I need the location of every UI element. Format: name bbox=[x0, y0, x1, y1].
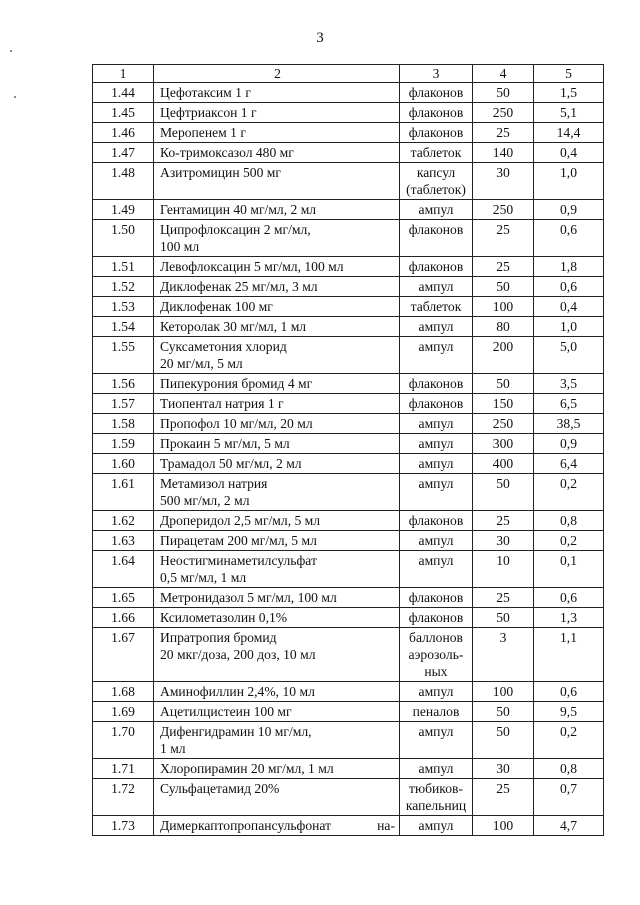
item-number-cell: 1.54 bbox=[93, 317, 154, 337]
unit-cell bbox=[400, 682, 473, 702]
table-row bbox=[93, 588, 604, 608]
drug-name-part: Димеркаптопропансульфонат bbox=[160, 818, 332, 833]
unit-line: ампул bbox=[418, 818, 454, 833]
drug-name-line: Азитромицин 500 мг bbox=[160, 165, 281, 180]
unit-cell bbox=[400, 163, 473, 200]
drug-name-cell bbox=[154, 83, 400, 103]
table-row bbox=[93, 722, 604, 759]
unit-cell bbox=[400, 83, 473, 103]
quantity-cell: 100 bbox=[473, 682, 534, 702]
unit-cell bbox=[400, 722, 473, 759]
unit-cell bbox=[400, 474, 473, 511]
item-number-cell: 1.64 bbox=[93, 551, 154, 588]
unit-line: ампул bbox=[418, 724, 454, 739]
quantity-cell: 50 bbox=[473, 374, 534, 394]
item-number-cell: 1.48 bbox=[93, 163, 154, 200]
unit-cell bbox=[400, 337, 473, 374]
unit-cell bbox=[400, 628, 473, 682]
price-cell: 9,5 bbox=[534, 702, 604, 722]
unit-line: таблеток bbox=[410, 299, 462, 314]
item-number-cell: 1.61 bbox=[93, 474, 154, 511]
unit-line: ампул bbox=[418, 476, 454, 491]
table-row bbox=[93, 474, 604, 511]
unit-cell bbox=[400, 531, 473, 551]
item-number-cell: 1.59 bbox=[93, 434, 154, 454]
table-row bbox=[93, 297, 604, 317]
price-cell: 1,0 bbox=[534, 163, 604, 200]
price-cell: 5,1 bbox=[534, 103, 604, 123]
quantity-cell: 300 bbox=[473, 434, 534, 454]
price-cell: 38,5 bbox=[534, 414, 604, 434]
item-number-cell: 1.71 bbox=[93, 759, 154, 779]
table-row bbox=[93, 682, 604, 702]
price-cell: 0,1 bbox=[534, 551, 604, 588]
item-number-cell: 1.62 bbox=[93, 511, 154, 531]
unit-cell bbox=[400, 394, 473, 414]
price-cell: 0,6 bbox=[534, 277, 604, 297]
unit-line: тюбиков- bbox=[409, 781, 463, 796]
unit-line: ампул bbox=[418, 553, 454, 568]
unit-line: флаконов bbox=[408, 105, 464, 120]
item-number-cell: 1.46 bbox=[93, 123, 154, 143]
drug-name-line: Аминофиллин 2,4%, 10 мл bbox=[160, 684, 315, 699]
price-cell: 0,4 bbox=[534, 297, 604, 317]
quantity-cell: 250 bbox=[473, 200, 534, 220]
item-number-cell: 1.58 bbox=[93, 414, 154, 434]
quantity-cell: 30 bbox=[473, 163, 534, 200]
item-number-cell: 1.47 bbox=[93, 143, 154, 163]
item-number-cell: 1.66 bbox=[93, 608, 154, 628]
unit-cell bbox=[400, 588, 473, 608]
table-row bbox=[93, 434, 604, 454]
item-number-cell: 1.57 bbox=[93, 394, 154, 414]
table-row bbox=[93, 123, 604, 143]
drug-name-cell bbox=[154, 474, 400, 511]
drug-name-cell bbox=[154, 220, 400, 257]
drug-name-cell bbox=[154, 143, 400, 163]
drug-name-part: на- bbox=[377, 818, 395, 833]
unit-line: флаконов bbox=[408, 222, 464, 237]
item-number-cell: 1.55 bbox=[93, 337, 154, 374]
unit-cell bbox=[400, 414, 473, 434]
item-number-cell: 1.60 bbox=[93, 454, 154, 474]
header-row bbox=[93, 65, 604, 83]
unit-cell bbox=[400, 551, 473, 588]
unit-line: ампул bbox=[418, 416, 454, 431]
drug-name-cell bbox=[154, 317, 400, 337]
drug-name-line: 20 мкг/доза, 200 доз, 10 мл bbox=[160, 647, 316, 662]
drug-name-line: Пирацетам 200 мг/мл, 5 мл bbox=[160, 533, 317, 548]
drug-name-line: Ко-тримоксазол 480 мг bbox=[160, 145, 294, 160]
unit-line: ампул bbox=[418, 279, 454, 294]
unit-line: ампул bbox=[418, 436, 454, 451]
price-cell: 0,2 bbox=[534, 474, 604, 511]
drug-name-line: Диклофенак 100 мг bbox=[160, 299, 273, 314]
quantity-cell: 400 bbox=[473, 454, 534, 474]
drug-name-line: 0,5 мг/мл, 1 мл bbox=[160, 570, 247, 585]
drug-name-line: 100 мл bbox=[160, 239, 200, 254]
drug-name-cell bbox=[154, 779, 400, 816]
quantity-cell: 25 bbox=[473, 511, 534, 531]
unit-line: флаконов bbox=[408, 259, 464, 274]
column-header-2: 2 bbox=[154, 65, 400, 83]
drug-name-line: Тиопентал натрия 1 г bbox=[160, 396, 284, 411]
price-cell: 1,5 bbox=[534, 83, 604, 103]
item-number-cell: 1.63 bbox=[93, 531, 154, 551]
drug-name-line: Хлоропирамин 20 мг/мл, 1 мл bbox=[160, 761, 334, 776]
quantity-cell: 200 bbox=[473, 337, 534, 374]
scan-speck bbox=[14, 96, 16, 98]
unit-line: ампул bbox=[418, 456, 454, 471]
drug-name-cell bbox=[154, 200, 400, 220]
price-cell: 6,4 bbox=[534, 454, 604, 474]
table-row bbox=[93, 779, 604, 816]
unit-line: флаконов bbox=[408, 513, 464, 528]
item-number-cell: 1.44 bbox=[93, 83, 154, 103]
unit-line: флаконов bbox=[408, 376, 464, 391]
unit-line: ампул bbox=[418, 319, 454, 334]
quantity-cell: 30 bbox=[473, 759, 534, 779]
quantity-cell: 150 bbox=[473, 394, 534, 414]
drug-table bbox=[92, 64, 604, 836]
item-number-cell: 1.52 bbox=[93, 277, 154, 297]
table-row bbox=[93, 628, 604, 682]
column-header-1: 1 bbox=[93, 65, 154, 83]
price-cell: 0,8 bbox=[534, 759, 604, 779]
drug-name-cell bbox=[154, 337, 400, 374]
unit-line: аэрозоль- bbox=[408, 647, 464, 662]
item-number-cell: 1.67 bbox=[93, 628, 154, 682]
unit-cell bbox=[400, 103, 473, 123]
table-row bbox=[93, 414, 604, 434]
quantity-cell: 50 bbox=[473, 608, 534, 628]
column-header-5: 5 bbox=[534, 65, 604, 83]
unit-line: баллонов bbox=[409, 630, 463, 645]
item-number-cell: 1.56 bbox=[93, 374, 154, 394]
table-row bbox=[93, 759, 604, 779]
drug-name-line: Гентамицин 40 мг/мл, 2 мл bbox=[160, 202, 317, 217]
unit-line: пеналов bbox=[412, 704, 460, 719]
quantity-cell: 50 bbox=[473, 474, 534, 511]
table-row bbox=[93, 374, 604, 394]
unit-line: флаконов bbox=[408, 590, 464, 605]
table-row bbox=[93, 277, 604, 297]
table-row bbox=[93, 83, 604, 103]
unit-cell bbox=[400, 759, 473, 779]
item-number-cell: 1.50 bbox=[93, 220, 154, 257]
unit-line: флаконов bbox=[408, 85, 464, 100]
drug-name-line: Пипекурония бромид 4 мг bbox=[160, 376, 313, 391]
price-cell: 0,4 bbox=[534, 143, 604, 163]
unit-cell bbox=[400, 434, 473, 454]
drug-name-cell bbox=[154, 414, 400, 434]
table-row bbox=[93, 511, 604, 531]
item-number-cell: 1.73 bbox=[93, 816, 154, 836]
item-number-cell: 1.68 bbox=[93, 682, 154, 702]
unit-cell bbox=[400, 297, 473, 317]
drug-name-line: Ацетилцистеин 100 мг bbox=[160, 704, 292, 719]
column-header-3: 3 bbox=[400, 65, 473, 83]
unit-line: капельниц bbox=[405, 798, 467, 813]
drug-name-line: 20 мг/мл, 5 мл bbox=[160, 356, 243, 371]
item-number-cell: 1.53 bbox=[93, 297, 154, 317]
table-row bbox=[93, 816, 604, 836]
drug-name-line bbox=[160, 817, 395, 834]
drug-name-line: Ксилометазолин 0,1% bbox=[160, 610, 288, 625]
table-row bbox=[93, 454, 604, 474]
quantity-cell: 30 bbox=[473, 531, 534, 551]
price-cell: 0,6 bbox=[534, 588, 604, 608]
quantity-cell: 25 bbox=[473, 123, 534, 143]
unit-cell bbox=[400, 454, 473, 474]
price-cell: 5,0 bbox=[534, 337, 604, 374]
table-row bbox=[93, 337, 604, 374]
drug-name-cell bbox=[154, 394, 400, 414]
drug-name-line: Суксаметония хлорид bbox=[160, 339, 287, 354]
drug-name-line: Сульфацетамид 20% bbox=[160, 781, 280, 796]
unit-line: флаконов bbox=[408, 396, 464, 411]
table-row bbox=[93, 103, 604, 123]
quantity-cell: 100 bbox=[473, 297, 534, 317]
price-cell: 0,2 bbox=[534, 722, 604, 759]
drug-name-line: Дроперидол 2,5 мг/мл, 5 мл bbox=[160, 513, 321, 528]
unit-cell bbox=[400, 277, 473, 297]
quantity-cell: 80 bbox=[473, 317, 534, 337]
unit-cell bbox=[400, 317, 473, 337]
drug-name-cell bbox=[154, 103, 400, 123]
table-row bbox=[93, 163, 604, 200]
table-row bbox=[93, 200, 604, 220]
unit-line: ампул bbox=[418, 339, 454, 354]
price-cell: 4,7 bbox=[534, 816, 604, 836]
price-cell: 3,5 bbox=[534, 374, 604, 394]
quantity-cell: 140 bbox=[473, 143, 534, 163]
unit-line: (таблеток) bbox=[406, 182, 466, 197]
price-cell: 1,3 bbox=[534, 608, 604, 628]
unit-cell bbox=[400, 200, 473, 220]
drug-name-line: Ипратропия бромид bbox=[160, 630, 277, 645]
drug-name-line: Кеторолак 30 мг/мл, 1 мл bbox=[160, 319, 307, 334]
table-row bbox=[93, 143, 604, 163]
item-number-cell: 1.65 bbox=[93, 588, 154, 608]
price-cell: 0,2 bbox=[534, 531, 604, 551]
quantity-cell: 250 bbox=[473, 414, 534, 434]
drug-name-cell bbox=[154, 257, 400, 277]
price-cell: 0,7 bbox=[534, 779, 604, 816]
item-number-cell: 1.45 bbox=[93, 103, 154, 123]
unit-line: ампул bbox=[418, 684, 454, 699]
quantity-cell: 50 bbox=[473, 702, 534, 722]
drug-name-cell bbox=[154, 531, 400, 551]
price-cell: 0,9 bbox=[534, 434, 604, 454]
drug-name-line: Метамизол натрия bbox=[160, 476, 268, 491]
unit-line: флаконов bbox=[408, 610, 464, 625]
price-cell: 1,1 bbox=[534, 628, 604, 682]
drug-name-line: Диклофенак 25 мг/мл, 3 мл bbox=[160, 279, 318, 294]
quantity-cell: 50 bbox=[473, 722, 534, 759]
quantity-cell: 10 bbox=[473, 551, 534, 588]
drug-name-cell bbox=[154, 163, 400, 200]
price-cell: 0,6 bbox=[534, 220, 604, 257]
drug-name-line: Меропенем 1 г bbox=[160, 125, 246, 140]
unit-line: флаконов bbox=[408, 125, 464, 140]
drug-name-cell bbox=[154, 551, 400, 588]
drug-name-cell bbox=[154, 123, 400, 143]
page-number: 3 bbox=[316, 30, 324, 46]
drug-name-line: Цефтриаксон 1 г bbox=[160, 105, 257, 120]
column-header-4: 4 bbox=[473, 65, 534, 83]
price-cell: 0,9 bbox=[534, 200, 604, 220]
unit-cell bbox=[400, 816, 473, 836]
drug-name-cell bbox=[154, 628, 400, 682]
item-number-cell: 1.69 bbox=[93, 702, 154, 722]
price-cell: 0,8 bbox=[534, 511, 604, 531]
unit-line: капсул bbox=[416, 165, 456, 180]
item-number-cell: 1.49 bbox=[93, 200, 154, 220]
drug-name-line: Дифенгидрамин 10 мг/мл, bbox=[160, 724, 312, 739]
unit-line: ампул bbox=[418, 533, 454, 548]
drug-name-cell bbox=[154, 588, 400, 608]
table-row bbox=[93, 317, 604, 337]
scan-speck bbox=[10, 50, 12, 52]
drug-name-cell bbox=[154, 608, 400, 628]
table-row bbox=[93, 220, 604, 257]
quantity-cell: 50 bbox=[473, 277, 534, 297]
unit-cell bbox=[400, 702, 473, 722]
table-row bbox=[93, 257, 604, 277]
unit-cell bbox=[400, 123, 473, 143]
quantity-cell: 25 bbox=[473, 220, 534, 257]
price-cell: 1,8 bbox=[534, 257, 604, 277]
drug-name-cell bbox=[154, 277, 400, 297]
quantity-cell: 50 bbox=[473, 83, 534, 103]
table-row bbox=[93, 608, 604, 628]
drug-name-line: 500 мг/мл, 2 мл bbox=[160, 493, 250, 508]
unit-cell bbox=[400, 779, 473, 816]
unit-cell bbox=[400, 220, 473, 257]
table-row bbox=[93, 551, 604, 588]
table-row bbox=[93, 394, 604, 414]
quantity-cell: 100 bbox=[473, 816, 534, 836]
drug-name-line: 1 мл bbox=[160, 741, 186, 756]
unit-line: ампул bbox=[418, 761, 454, 776]
unit-line: ампул bbox=[418, 202, 454, 217]
drug-name-line: Ципрофлоксацин 2 мг/мл, bbox=[160, 222, 311, 237]
table-row bbox=[93, 702, 604, 722]
drug-name-cell bbox=[154, 511, 400, 531]
drug-name-line: Левофлоксацин 5 мг/мл, 100 мл bbox=[160, 259, 344, 274]
drug-name-cell bbox=[154, 722, 400, 759]
item-number-cell: 1.70 bbox=[93, 722, 154, 759]
price-cell: 1,0 bbox=[534, 317, 604, 337]
drug-name-cell bbox=[154, 434, 400, 454]
drug-name-line: Неостигминаметилсульфат bbox=[160, 553, 317, 568]
quantity-cell: 3 bbox=[473, 628, 534, 682]
table-row bbox=[93, 531, 604, 551]
quantity-cell: 25 bbox=[473, 779, 534, 816]
item-number-cell: 1.72 bbox=[93, 779, 154, 816]
item-number-cell: 1.51 bbox=[93, 257, 154, 277]
drug-name-cell bbox=[154, 374, 400, 394]
unit-cell bbox=[400, 143, 473, 163]
unit-cell bbox=[400, 608, 473, 628]
unit-line: ных bbox=[424, 664, 448, 679]
unit-cell bbox=[400, 511, 473, 531]
unit-cell bbox=[400, 257, 473, 277]
price-cell: 0,6 bbox=[534, 682, 604, 702]
drug-name-line: Трамадол 50 мг/мл, 2 мл bbox=[160, 456, 302, 471]
drug-name-cell bbox=[154, 702, 400, 722]
unit-line: таблеток bbox=[410, 145, 462, 160]
drug-name-line: Метронидазол 5 мг/мл, 100 мл bbox=[160, 590, 337, 605]
drug-name-cell bbox=[154, 454, 400, 474]
drug-name-cell bbox=[154, 682, 400, 702]
drug-name-cell bbox=[154, 816, 400, 836]
table-body bbox=[93, 65, 604, 836]
unit-cell bbox=[400, 374, 473, 394]
quantity-cell: 25 bbox=[473, 257, 534, 277]
drug-name-cell bbox=[154, 297, 400, 317]
drug-name-line: Прокаин 5 мг/мл, 5 мл bbox=[160, 436, 290, 451]
price-cell: 14,4 bbox=[534, 123, 604, 143]
quantity-cell: 25 bbox=[473, 588, 534, 608]
drug-name-line: Пропофол 10 мг/мл, 20 мл bbox=[160, 416, 313, 431]
price-cell: 6,5 bbox=[534, 394, 604, 414]
drug-name-cell bbox=[154, 759, 400, 779]
drug-name-line: Цефотаксим 1 г bbox=[160, 85, 251, 100]
quantity-cell: 250 bbox=[473, 103, 534, 123]
